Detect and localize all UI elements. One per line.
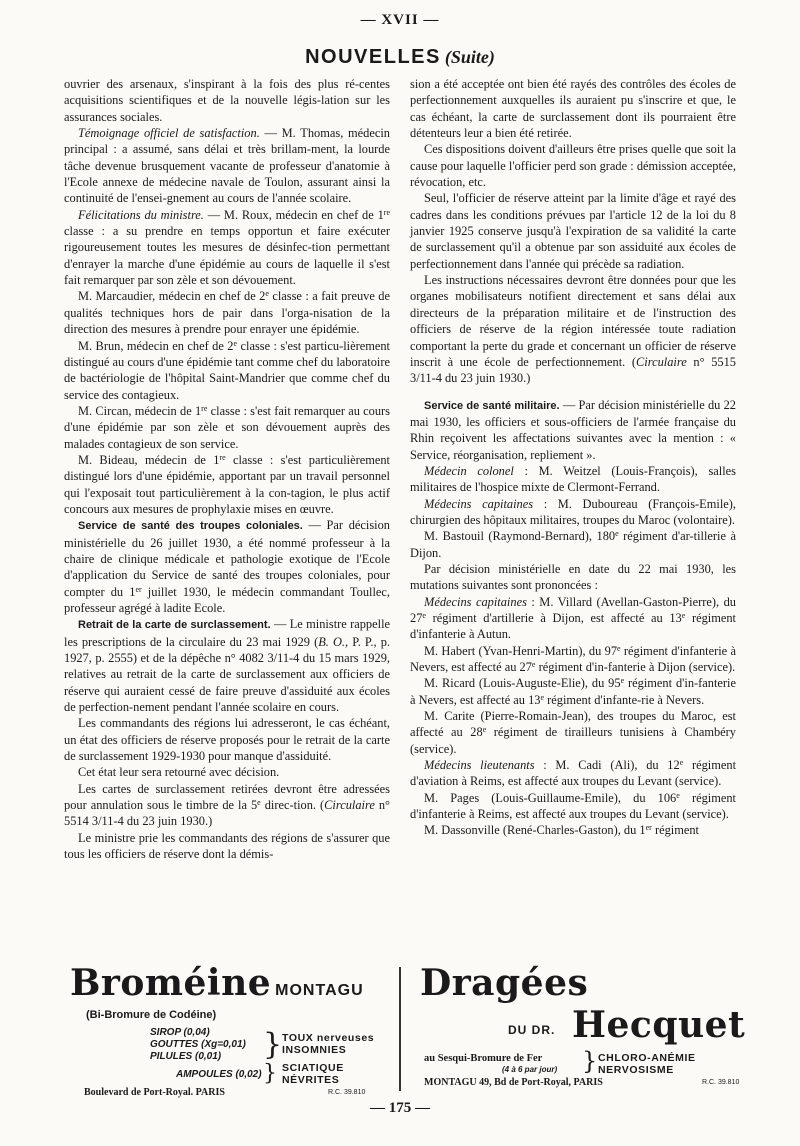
paragraph [410, 561, 736, 594]
superscript: e [482, 725, 487, 735]
brace-icon: } [582, 1047, 598, 1075]
text: direc-tion. ( [260, 798, 325, 813]
text: Les cartes de surclassement retirées devront être adressées pour annulation sous le timbre de la 5 [64, 781, 390, 813]
page-heading [0, 46, 800, 69]
paragraph [410, 528, 736, 561]
text: M. Ricard (Louis-Auguste-Elie), du 95 [424, 676, 621, 691]
text: M. Bideau, médecin de 1 [78, 452, 220, 467]
paragraph [410, 708, 736, 757]
text: Le ministre prie les commandants des régions de s'assurer que tous les officiers de réserve dont la démis- [64, 830, 390, 862]
text: régiment d'infanterie à Autun. [410, 611, 737, 642]
superscript: e [422, 611, 426, 620]
superscript: re [219, 452, 226, 462]
text: régiment d'in-fanterie à Nevers, est affecté au 13 [410, 676, 736, 707]
ad-dosage: (4 à 6 par jour) [502, 1065, 558, 1074]
indication: NÉVRITES [282, 1073, 340, 1086]
form-item: GOUTTES (Xg=0,01) [150, 1039, 246, 1050]
text: classe : s'est particulièrement distingué lors d'une épidémie, apportant par un travail personnel qui l'exposait tout particulièrement à la con-tagion, le plus actif concours aux mesures de prophylaxie mises en œuvre. [64, 452, 390, 516]
text: M. Marcaudier, médecin en chef de 2 [78, 289, 266, 304]
superscript: re [383, 207, 390, 217]
text: classe : a fait preuve de qualités techniques hors de pair dans l'orga-nisation de la direction des mesures à prendre pour enrayer une épidémie. [64, 289, 390, 337]
superscript: e [620, 676, 625, 686]
text: — Le ministre rappelle les prescriptions de la circulaire du 23 mai 1929 ( [64, 617, 391, 649]
ad-address: Boulevard de Port-Royal. PARIS [84, 1087, 225, 1098]
italic-text: B. O. [318, 634, 346, 649]
text: classe : s'est fait remarquer au cours d'une épidémie par son zèle et son dévouement auprès des malades contagieux de son service. [64, 403, 390, 451]
text: — M. Roux, médecin en chef de 1 [203, 207, 384, 222]
section-heading: Retrait de la carte de surclassement. [78, 619, 271, 632]
left-column [64, 76, 390, 863]
italic-lead: Médecins capitaines [424, 496, 534, 511]
paragraph [64, 403, 390, 452]
italic-lead: Témoignage officiel de satisfaction. [78, 126, 260, 141]
section-heading: Service de santé des troupes coloniales. [78, 520, 303, 533]
text: M. Bastouil (Raymond-Bernard), 180 [424, 529, 616, 544]
text: Par décision ministérielle en date du 22 mai 1930, les mutations suivantes sont prononcées : [410, 561, 736, 593]
paragraph [410, 76, 736, 141]
text: , P. P., p. 1927, p. 2555) et de la dépêche n° 4082 3/11-4 du 15 mars 1929, relatives au retrait de la carte de surclassement aux officiers de réserve qui auraient cessé de faire preuve d'assiduité aux écoles de perfection-nement pendant l'année scolaire en cours. [64, 634, 391, 715]
brand-name: Broméine [70, 962, 272, 1004]
superscript: e [531, 660, 536, 670]
paragraph [64, 517, 390, 616]
indication: TOUX nerveuses [282, 1032, 375, 1044]
right-column [410, 76, 736, 839]
hecquet-ad [412, 963, 762, 1098]
paragraph [410, 190, 736, 272]
paragraph [410, 463, 736, 496]
paragraph [64, 781, 390, 830]
text: ouvrier des arsenaux, s'inspirant à la fois des plus ré-centes acquisitions scientifiques et de la nouvelle légis-lation sur les assurances sociales. [64, 77, 390, 124]
paragraph [410, 757, 736, 790]
text: régiment d'infante-rie à Nevers. [544, 692, 705, 707]
ad-code: R.C. 39.810 [328, 1089, 366, 1096]
text: Les commandants des régions lui adresseront, le cas échéant, un état des officiers de réserve proposés pour le retrait de la carte de surclassement 1929-1930 pour manque d'assiduité. [64, 716, 390, 764]
text: : M. Weitzel (Louis-François), salles militaires de l'hospice mixte de Clermont-Ferrand. [410, 463, 736, 495]
bromeine-brand [70, 963, 364, 1003]
ad-product: au Sesqui-Bromure de Fer [424, 1053, 543, 1064]
indications-list [598, 1053, 696, 1076]
text: M. Dassonville (René-Charles-Gaston), du 1 [424, 823, 646, 838]
ad-code: R.C. 39.810 [702, 1079, 740, 1086]
italic-lead: Médecins lieutenants [424, 758, 535, 773]
italic-text: Circulaire [636, 354, 687, 369]
paragraph [410, 496, 736, 529]
superscript: e [233, 338, 238, 348]
text: — M. Thomas, médecin principal : a assumé, sans délai et très brillam-ment, la lourde tâche devenue brusquement vacante de professeur d'anatomie à l'Ecole annexe de médecine navale de Toulon, assurant ainsi la continuité de l'ensei-gnement au cours de l'année scolaire. [64, 126, 390, 206]
text: Ces dispositions doivent d'ailleurs être prises quelle que soit la cause pour laquelle l'officier perd son grade : démission acceptée, révocation, etc. [410, 142, 736, 190]
superscript: er [135, 584, 142, 594]
heading-title: NOUVELLES [305, 46, 441, 68]
paragraph [410, 141, 736, 190]
paragraph [410, 822, 736, 838]
form-item: PILULES (0,01) [150, 1051, 222, 1062]
text: : M. Villard (Avellan-Gaston-Pierre), du 27 [410, 594, 736, 625]
ad-address: MONTAGU 49, Bd de Port-Royal, PARIS [424, 1077, 603, 1088]
text: classe : s'est particu-lièrement distingué au cours d'une épidémie tant comme chef du laboratoire de bactériologie de l'hôpital Saint-Mandrier que comme chef du service des contagieux. [64, 338, 390, 402]
text: : M. Duboureau (François-Emile), chirurgien des hôpitaux militaires, troupes du Maroc (volontaire). [410, 496, 736, 527]
paragraph [64, 452, 390, 517]
italic-lead: Félicitations du ministre. [78, 207, 204, 222]
superscript: e [617, 643, 621, 653]
text: n° 5515 3/11-4 du 23 juin 1930.) [410, 354, 736, 386]
text: M. Circan, médecin de 1 [78, 403, 202, 418]
text: Les instructions nécessaires devront être données pour que les organes mobilisateurs notifient directement et sans délai aux directeurs de la préparation militaire et de l'instruction des officiers de réserve de la région intéressée toute radiation comportant la perte du grade et concernant un officier de réserve inscrit à une école de perfectionnement. ( [410, 273, 736, 369]
text: n° 5514 3/11-4 du 23 juin 1930.) [64, 798, 390, 829]
text: M. Brun, médecin en chef de 2 [78, 338, 234, 353]
text: régiment d'aviation à Reims, est affecté aux troupes du Levant (service). [410, 758, 737, 789]
paragraph [64, 76, 390, 125]
paragraph [64, 764, 390, 780]
italic-text: Circulaire [324, 798, 375, 813]
paragraph [64, 616, 390, 715]
paragraph [410, 272, 736, 386]
text: régiment [651, 823, 699, 838]
indication: CHLORO-ANÉMIE [598, 1052, 696, 1064]
text: régiment d'ar-tillerie à Dijon. [410, 529, 736, 560]
text: sion a été acceptée ont bien été rayés des contrôles des écoles de perfectionnement auxquelles ils auraient pu s'inscrire et que, le cas échéant, la carte de surclassement dont ils pourraient être détenteurs leur a bien été retirée. [410, 77, 736, 141]
advertisements [60, 963, 760, 1098]
paragraph [64, 125, 390, 207]
text: M. Carite (Pierre-Romain-Jean), des troupes du Maroc, est affecté au 28 [410, 709, 736, 740]
text: régiment d'artillerie à Dijon, est affecté au 13 [425, 611, 682, 625]
text: Cet état leur sera retourné avec décision. [78, 765, 280, 780]
indication: NERVOSISME [598, 1063, 674, 1076]
form-item: SIROP (0,04) [150, 1027, 210, 1038]
heading-suite: (Suite) [444, 47, 495, 67]
superscript: e [540, 692, 545, 702]
text: : M. Cadi (Ali), du 12 [534, 758, 680, 773]
ad-divider [399, 967, 401, 1091]
brand-name: Dragées [420, 962, 589, 1004]
text: régiment d'infanterie à Reims, est affecté aux troupes du Levant (service). [410, 790, 736, 822]
paragraph [410, 397, 736, 463]
brand-maker: MONTAGU [275, 982, 364, 999]
text: régiment de tirailleurs tunisiens à Chambéry (service). [410, 725, 736, 756]
text: — Par décision ministérielle du 22 mai 1930, les officiers et sous-officiers de l'armée française du Rhin reçoivent les affectations suivantes avec la mention : « Service, réorganisation, repliement ». [410, 397, 736, 462]
brand-name: Hecquet [572, 1004, 746, 1046]
indication: SCIATIQUE [282, 1062, 344, 1074]
superscript: e [265, 289, 269, 299]
superscript: re [201, 403, 208, 413]
ad-subtitle: (Bi-Bromure de Codéine) [86, 1009, 217, 1021]
paragraph [410, 790, 736, 823]
text: régiment d'infanterie à Nevers, est affecté au 27 [410, 643, 736, 675]
brace-icon: } [263, 1027, 283, 1062]
superscript: e [676, 790, 680, 800]
paragraph [64, 830, 390, 863]
superscript: e [681, 611, 686, 620]
paragraph [64, 288, 390, 337]
paragraph [64, 207, 390, 289]
text: juillet 1930, le médecin commandant Toullec, professeur agrégé à ladite Ecole. [64, 584, 390, 615]
form-item: AMPOULES (0,02) [176, 1069, 262, 1080]
brand-prefix: DU DR. [508, 1023, 556, 1037]
section-heading: Service de santé militaire. [424, 399, 560, 412]
indications-list [282, 1063, 344, 1086]
page-roman-numeral: — XVII — [360, 12, 440, 28]
paragraph [410, 643, 736, 676]
text: M. Habert (Yvan-Henri-Martin), du 97 [424, 643, 618, 658]
superscript: e [257, 798, 261, 808]
bromeine-ad [60, 963, 390, 1098]
paragraph [64, 338, 390, 403]
paragraph [64, 715, 390, 764]
page-number: — 175 — [370, 1100, 430, 1116]
paragraph [410, 594, 736, 643]
text: — Par décision ministérielle du 26 juillet 1930, a été nommé professeur à la chaire de clinique médicale et pathologie exotique de l'Ecole d'application du Service de santé des troupes coloniales, pour compter du 1 [64, 518, 390, 599]
italic-lead: Médecins capitaines [424, 594, 527, 609]
text: régiment d'in-fanterie à Dijon (service). [535, 660, 736, 675]
text: classe : a su prendre en temps opportun et faire exécuter rigoureusement toutes les mesures de désinfec-tion permettant d'enrayer la marche d'une épidémie au cours de laquelle il s'est fait remarquer par son zèle et son dévouement. [64, 224, 390, 288]
superscript: e [615, 529, 619, 539]
text: M. Pages (Louis-Guillaume-Emile), du 106 [424, 790, 677, 805]
indication: INSOMNIES [282, 1043, 347, 1056]
forms-list [150, 1027, 246, 1063]
paragraph [410, 675, 736, 708]
superscript: e [679, 758, 684, 768]
brace-icon: } [263, 1061, 277, 1086]
italic-lead: Médecin colonel [424, 463, 514, 478]
indications-list [282, 1033, 374, 1056]
text: Seul, l'officier de réserve atteint par la limite d'âge et rayé des cadres dans les conditions prévues par l'article 12 de la loi du 8 janvier 1925 conserve jusqu'à l'expiration de sa validité la carte de surclassement qu'il a obtenue par son assiduité aux écoles de perfectionnement dans l'année qui précède sa radiation. [410, 191, 736, 271]
superscript: er [645, 823, 652, 833]
